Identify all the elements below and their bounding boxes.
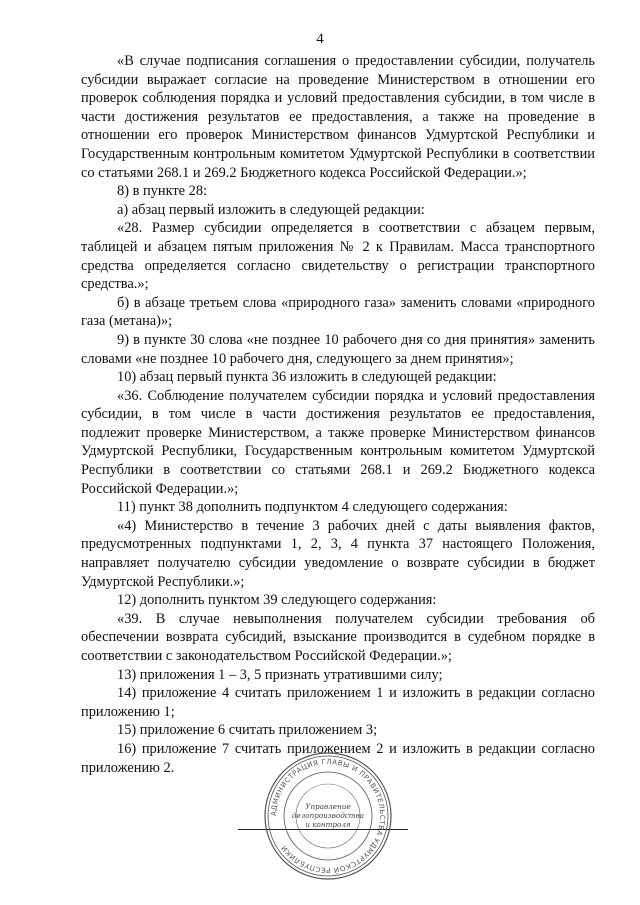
- stamp-center-line-1: Управление: [305, 802, 351, 811]
- stamp-ring-text: АДМИНИСТРАЦИЯ ГЛАВЫ И ПРАВИТЕЛЬСТВА УДМУРТСКОЙ РЕСПУБЛИКИ: [269, 757, 387, 875]
- paragraph-10: «4) Министерство в течение 3 рабочих дней с даты выявления фактов, предусмотренных подпунктами 1, 2, 3, 4 пункта 37 настоящего Положения, направляет получателю субсидии уведомление о возврате субсидии в бюджет Удмуртской Республики.»;: [81, 517, 595, 590]
- paragraph-4: «28. Размер субсидии определяется в соответствии с абзацем первым, таблицей и абзацем пятым приложения № 2 к Правилам. Масса транспортного средства определяется согласно свидетельству о регистрации транспортного средства.»;: [81, 220, 595, 293]
- stamp-center-line-3: и контроля: [305, 820, 351, 829]
- paragraph-15: 15) приложение 6 считать приложением 3;: [117, 722, 378, 739]
- document-body: [81, 52, 595, 777]
- paragraph-3: а) абзац первый изложить в следующей редакции:: [117, 201, 425, 218]
- paragraph-5: б) в абзаце третьем слова «природного газа» заменить словами «природного газа (метана)»;: [81, 294, 595, 330]
- paragraph-12: «39. В случае невыполнения получателем субсидии требования об обеспечении возврата субсидий, взыскание производится в судебном порядке в соответствии с законодательством Российской Федерации.»;: [81, 610, 595, 664]
- paragraph-16: 16) приложение 7 считать приложением 2 и изложить в редакции согласно приложению 2.: [81, 740, 595, 776]
- paragraph-8: «36. Соблюдение получателем субсидии порядка и условий предоставления субсидии, в том числе в части достижения результатов ее предоставления, подлежит проверке Министерством, а также проверке Министерством финансов Удмуртской Республики, Государственным контрольным комитетом Удмуртской Республики в соответствии со статьями 268.1 и 269.2 Бюджетного кодекса Российской Федерации.»;: [81, 387, 595, 497]
- paragraph-13: 13) приложения 1 – 3, 5 признать утратившими силу;: [117, 666, 443, 683]
- paragraph-14: 14) приложение 4 считать приложением 1 и изложить в редакции согласно приложению 1;: [81, 685, 595, 720]
- page-number: 4: [316, 31, 324, 47]
- paragraph-9: 11) пункт 38 дополнить подпунктом 4 следующего содержания:: [117, 499, 508, 516]
- paragraph-7: 10) абзац первый пункта 36 изложить в следующей редакции:: [117, 369, 497, 386]
- paragraph-1: «В случае подписания соглашения о предоставлении субсидии, получатель субсидии выражает согласие на проведение Министерством в отношении его проверок соблюдения порядка и условий предоставления субсидии, в том числе в части достижения результатов ее предоставления, а также на проведение в отношении его проверок Министерством финансов Удмуртской Республики и Государственным контрольным комитетом Удмуртской Республики в соответствии со статьями 268.1 и 269.2 Бюджетного кодекса Российской Федерации.»;: [81, 53, 595, 181]
- stamp-center-line-2: делопроизводства: [291, 811, 365, 820]
- official-stamp: [263, 751, 393, 881]
- paragraph-2: 8) в пункте 28:: [117, 183, 208, 200]
- paragraph-11: 12) дополнить пунктом 39 следующего содержания:: [117, 592, 437, 609]
- paragraph-6: 9) в пункте 30 слова «не позднее 10 рабочего дня со дня принятия» заменить словами «не позднее 10 рабочего дня, следующего за днем принятия»;: [81, 331, 595, 367]
